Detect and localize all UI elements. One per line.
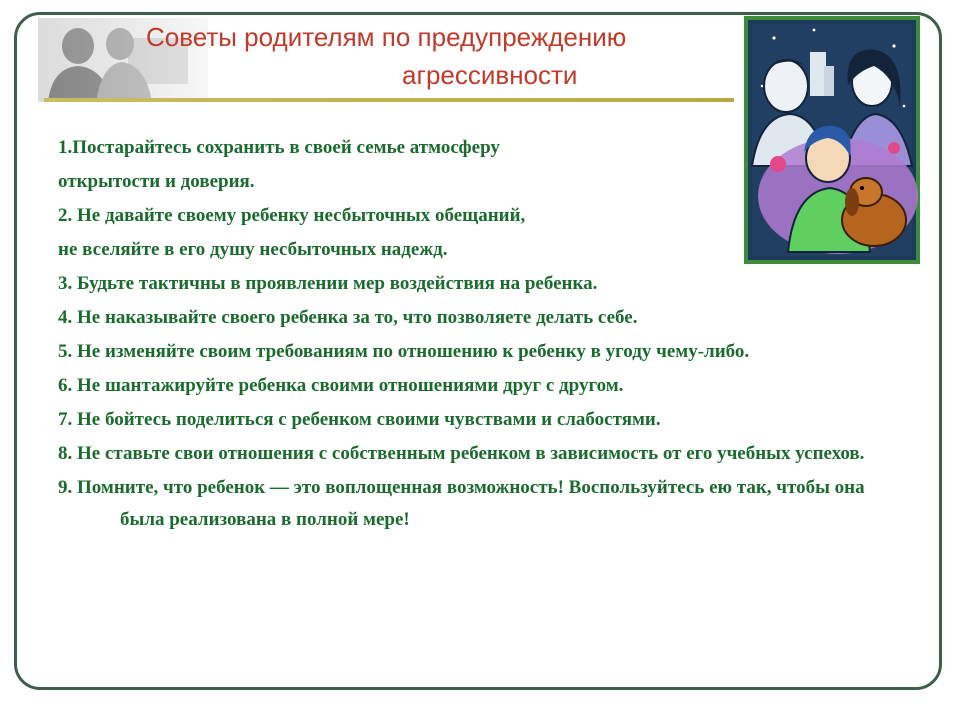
list-item: открытости и доверия. [58, 171, 255, 192]
list-item: 1.Постарайтесь сохранить в своей семье атмосферу [58, 137, 500, 158]
list-item: 5. Не изменяйте своим требованиям по отношению к ребенку в угоду чему-либо. [58, 341, 750, 362]
list-item: 3. Будьте тактичны в проявлении мер воздействия на ребенка. [58, 273, 598, 294]
page-title [140, 18, 760, 94]
title-line-2: агрессивности [402, 60, 578, 90]
advice-list [58, 132, 898, 538]
list-item: 9. Помните, что ребенок — это воплощенная возможность! Воспользуйтесь ею так, чтобы она была реализована в полной мере! [58, 477, 865, 530]
list-item: 4. Не наказывайте своего ребенка за то, что позволяете делать себе. [58, 307, 638, 328]
list-item: 8. Не ставьте свои отношения с собственным ребенком в зависимость от его учебных успехов. [58, 443, 865, 464]
list-item: не вселяйте в его душу несбыточных надежд. [58, 239, 448, 260]
list-item: 7. Не бойтесь поделиться с ребенком своими чувствами и слабостями. [58, 409, 661, 430]
title-underline [44, 98, 734, 102]
list-item: 2. Не давайте своему ребенку несбыточных обещаний, [58, 205, 526, 226]
title-line-1: Советы родителям по предупреждению [146, 22, 627, 52]
list-item: 6. Не шантажируйте ребенка своими отношениями друг с другом. [58, 375, 624, 396]
